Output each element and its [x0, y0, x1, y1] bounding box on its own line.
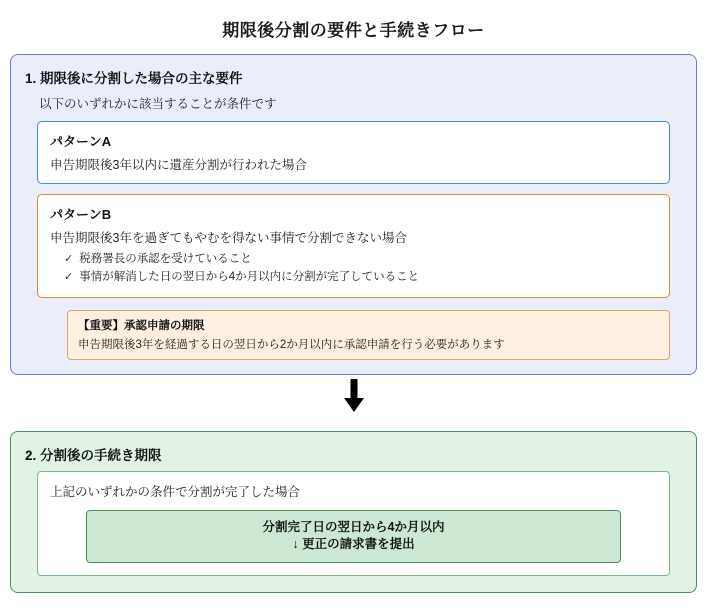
section-post-division	[10, 431, 697, 593]
section-1-heading: 1. 期限後に分割した場合の主な要件	[25, 71, 243, 86]
section-2-heading: 2. 分割後の手続き期限	[25, 448, 162, 464]
check-icon: ✓	[64, 270, 74, 283]
result-deadline-line-2: ↓ 更正の請求書を提出	[292, 536, 415, 551]
notice-title: 【重要】承認申請の期限	[78, 320, 205, 333]
list-item	[64, 270, 657, 286]
result-lead-text: 上記のいずれかの条件で分割が完了した場合	[50, 485, 301, 500]
pattern-b-box	[37, 194, 670, 298]
pattern-b-check-list	[64, 252, 657, 285]
section-requirements	[10, 54, 697, 375]
down-arrow-icon	[342, 379, 366, 413]
check-icon: ✓	[64, 253, 74, 265]
list-item-label: 事情が解消した日の翌日から4か月以内に分割が完了していること	[79, 270, 420, 283]
pattern-a-box	[37, 121, 670, 184]
page-title: 期限後分割の要件と手続きフロー	[222, 21, 485, 40]
pattern-b-description: 申告期限後3年を過ぎてもやむを得ない事情で分割できない場合	[50, 231, 407, 245]
result-box	[37, 471, 670, 576]
notice-text: 申告期限後3年を経過する日の翌日から2か月以内に承認申請を行う必要があります	[78, 339, 505, 352]
section-1-subtext: 以下のいずれかに該当することが条件です	[39, 97, 277, 111]
flow-arrow-container	[0, 375, 707, 417]
list-item-label: 税務署長の承認を受けていること	[79, 253, 252, 265]
result-deadline-line-1: 分割完了日の翌日から4か月以内	[262, 520, 445, 535]
pattern-a-description: 申告期限後3年以内に遺産分割が行われた場合	[50, 158, 307, 172]
diagram-page	[0, 16, 707, 616]
important-notice-box	[67, 310, 670, 360]
list-item	[64, 252, 657, 268]
result-deadline-box	[86, 510, 621, 563]
pattern-a-label: パターンA	[50, 134, 112, 149]
pattern-b-label: パターンB	[50, 207, 112, 222]
